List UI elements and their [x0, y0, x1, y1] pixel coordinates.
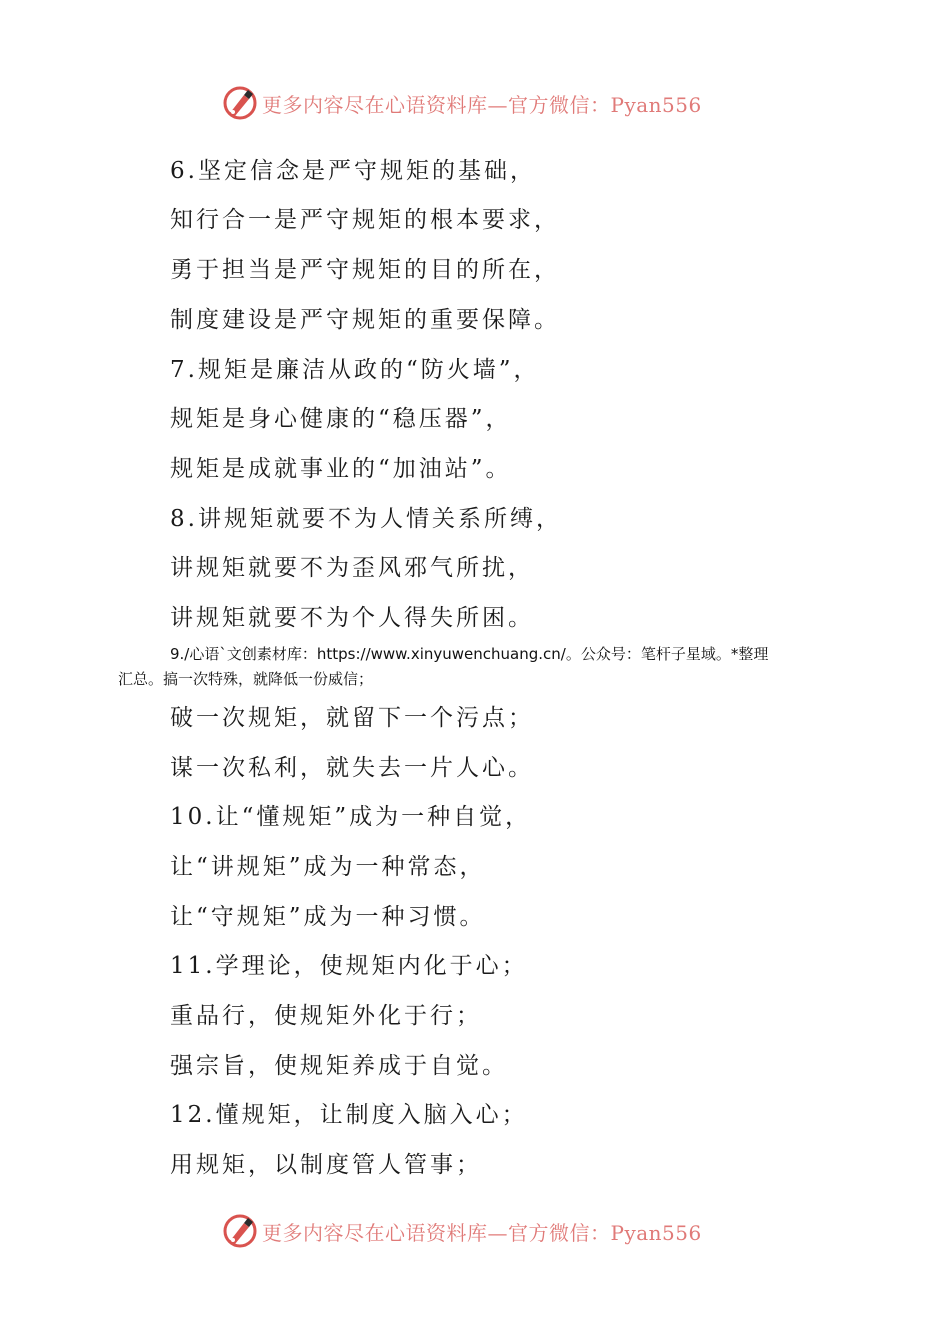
text-line: 7.规矩是廉洁从政的“防火墙”， — [170, 357, 540, 383]
header-banner — [222, 83, 702, 123]
text-line: 知行合一是严守规矩的根本要求， — [170, 207, 560, 233]
text-line: 11.学理论，使规矩内化于心； — [170, 953, 528, 979]
header-banner-text: 更多内容尽在心语资料库—官方微信：Pyan556 — [262, 92, 702, 117]
footer-banner-text: 更多内容尽在心语资料库—官方微信：Pyan556 — [262, 1220, 702, 1245]
text-line: 讲规矩就要不为个人得失所困。 — [170, 605, 534, 631]
text-line: 谋一次私利，就失去一片人心。 — [170, 755, 534, 781]
text-line: 讲规矩就要不为歪风邪气所扰， — [170, 555, 534, 581]
source-note — [118, 642, 828, 692]
text-line: 规矩是成就事业的“加油站”。 — [170, 456, 512, 482]
text-line: 8.讲规矩就要不为人情关系所缚， — [170, 506, 562, 532]
pen-logo-icon — [222, 1213, 258, 1249]
text-line: 用规矩，以制度管人管事； — [170, 1152, 482, 1178]
text-line: 勇于担当是严守规矩的目的所在， — [170, 257, 560, 283]
text-line: 12.懂规矩，让制度入脑入心； — [170, 1102, 528, 1128]
source-note-line-2: 汇总。搞一次特殊，就降低一份威信； — [118, 670, 374, 688]
text-line: 强宗旨，使规矩养成于自觉。 — [170, 1053, 508, 1079]
text-line: 破一次规矩，就留下一个污点； — [170, 705, 534, 731]
text-line: 让“守规矩”成为一种习惯。 — [170, 904, 486, 930]
text-line: 6.坚定信念是严守规矩的基础， — [170, 158, 536, 184]
source-note-line-1: 9./心语`文创素材库：https://www.xinyuwenchuang.cn/。公众号：笔杆子星域。*整理 — [170, 645, 769, 663]
text-line: 重品行，使规矩外化于行； — [170, 1003, 482, 1029]
text-line: 让“讲规矩”成为一种常态， — [170, 854, 486, 880]
pen-logo-icon — [222, 85, 258, 121]
footer-banner — [222, 1211, 702, 1251]
text-line: 制度建设是严守规矩的重要保障。 — [170, 307, 560, 333]
text-line: 10.让“懂规矩”成为一种自觉， — [170, 804, 532, 830]
text-line: 规矩是身心健康的“稳压器”， — [170, 406, 512, 432]
